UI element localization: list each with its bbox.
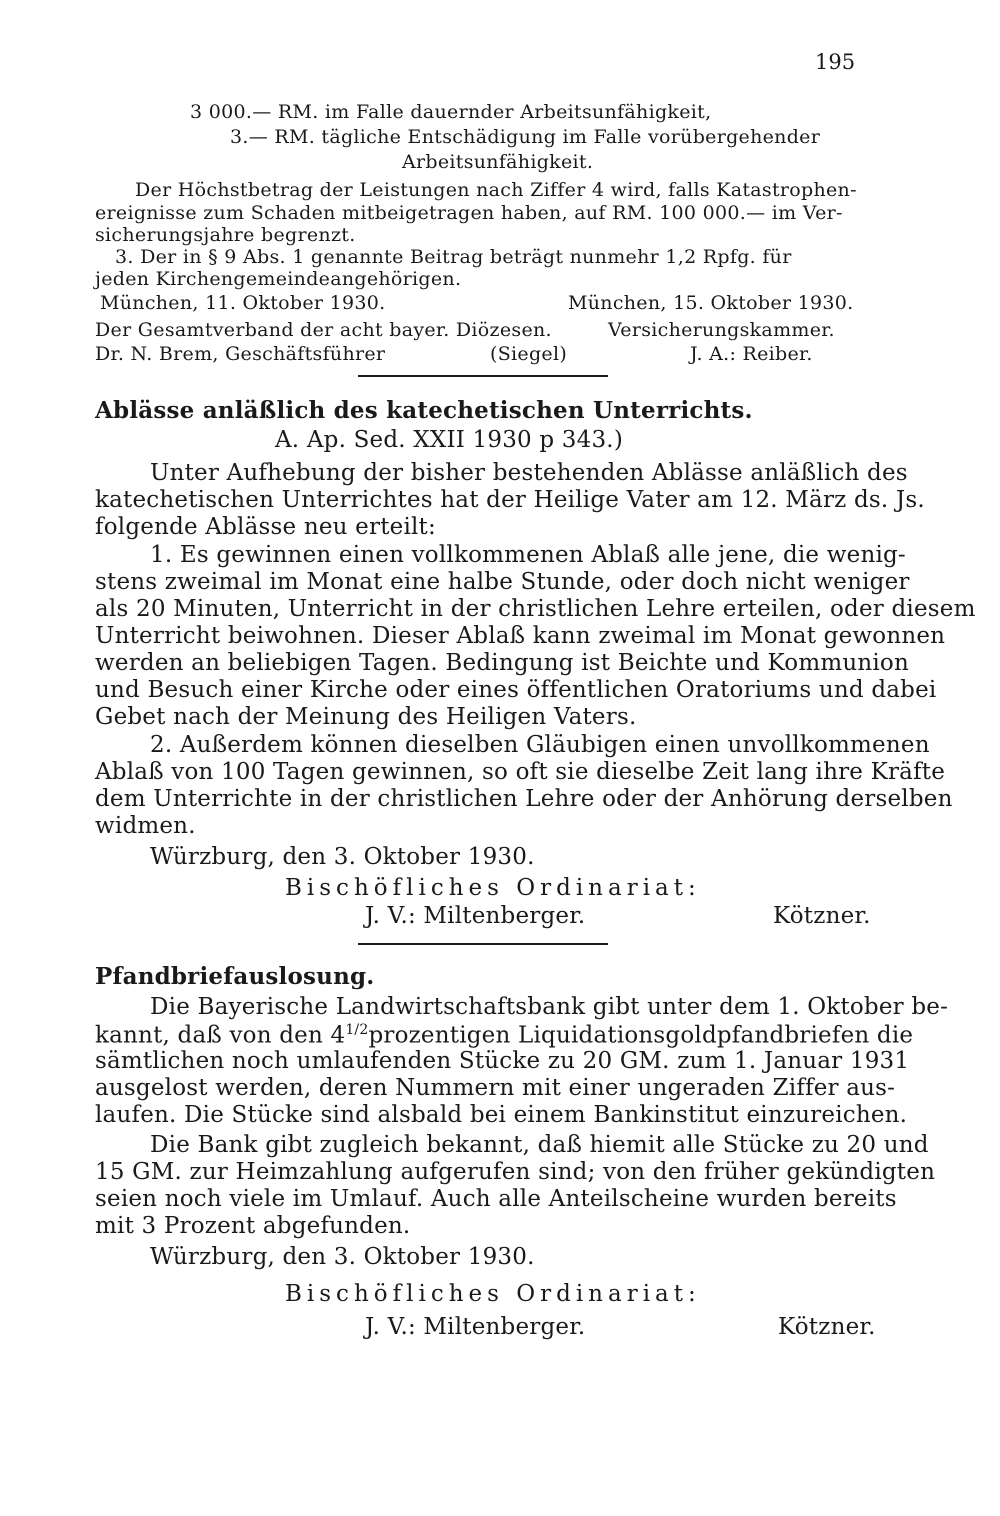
ablaesse-item2-line: 2. Außerdem können dieselben Gläubigen einen unvollkommenen	[150, 732, 930, 758]
insurance-para1-line: sicherungsjahre begrenzt.	[95, 224, 356, 246]
ablaesse-intro-line: Unter Aufhebung der bisher bestehenden Ablässe anläßlich des	[150, 460, 908, 486]
insurance-para2-line: 3. Der in § 9 Abs. 1 genannte Beitrag beträgt nunmehr 1,2 Rpfg. für	[115, 246, 792, 268]
ablaesse-date: Würzburg, den 3. Oktober 1930.	[150, 844, 535, 870]
ablaesse-item1-line: und Besuch einer Kirche oder eines öffentlichen Oratoriums und dabei	[95, 677, 937, 703]
pfandbrief-date: Würzburg, den 3. Oktober 1930.	[150, 1244, 535, 1270]
pfandbrief-para2-line: seien noch viele im Umlauf. Auch alle Anteilscheine wurden bereits	[95, 1186, 897, 1212]
insurance-org-right: Versicherungskammer.	[608, 319, 835, 341]
pfandbrief-para2-line: 15 GM. zur Heimzahlung aufgerufen sind; von den früher gekündigten	[95, 1159, 936, 1185]
ablaesse-item1-line: als 20 Minuten, Unterricht in der christlichen Lehre erteilen, oder diesem	[95, 596, 976, 622]
insurance-line-3: Arbeitsunfähigkeit.	[402, 151, 594, 173]
insurance-seal: (Siegel)	[490, 343, 568, 365]
pfandbrief-para1-line: laufen. Die Stücke sind alsbald bei einem Bankinstitut einzureichen.	[95, 1102, 908, 1128]
pfandbrief-office: Bischöfliches Ordinariat:	[285, 1281, 701, 1307]
section-divider	[358, 943, 608, 945]
ablaesse-signer: J. V.: Miltenberger.	[365, 903, 586, 929]
ablaesse-item1-line: Unterricht beiwohnen. Dieser Ablaß kann zweimal im Monat gewonnen	[95, 623, 946, 649]
insurance-para1-line: Der Höchstbetrag der Leistungen nach Ziffer 4 wird, falls Katastrophen-	[135, 179, 857, 201]
pfandbrief-text: prozentigen Liquidationsgoldpfandbriefen die	[368, 1022, 914, 1049]
ablaesse-item1-line: stens zweimal im Monat eine halbe Stunde, oder doch nicht weniger	[95, 569, 910, 595]
pfandbrief-heading: Pfandbriefauslosung.	[95, 963, 375, 990]
pfandbrief-para2-line: mit 3 Prozent abgefunden.	[95, 1213, 411, 1239]
pfandbrief-para1-line: sämtlichen noch umlaufenden Stücke zu 20 GM. zum 1. Januar 1931	[95, 1048, 910, 1074]
ablaesse-source: A. Ap. Sed. XXII 1930 p 343.)	[275, 427, 623, 453]
pfandbrief-signer: J. V.: Miltenberger.	[365, 1314, 586, 1340]
insurance-signer-right: J. A.: Reiber.	[690, 343, 813, 365]
ablaesse-signer-2: Kötzner.	[773, 903, 871, 929]
pfandbrief-text: kannt, daß von den 4	[95, 1022, 346, 1049]
fraction: 1/2	[345, 1022, 369, 1038]
ablaesse-item2-line: widmen.	[95, 813, 196, 839]
section-divider	[358, 375, 608, 377]
ablaesse-intro-line: folgende Ablässe neu erteilt:	[95, 514, 436, 540]
ablaesse-intro-line: katechetischen Unterrichtes hat der Heilige Vater am 12. März ds. Js.	[95, 487, 925, 513]
pfandbrief-para2-line: Die Bank gibt zugleich bekannt, daß hiemit alle Stücke zu 20 und	[150, 1132, 929, 1158]
insurance-signer-left: Dr. N. Brem, Geschäftsführer	[95, 343, 386, 365]
ablaesse-office: Bischöfliches Ordinariat:	[285, 875, 701, 901]
ablaesse-item1-line: werden an beliebigen Tagen. Bedingung ist Beichte und Kommunion	[95, 650, 909, 676]
insurance-org-left: Der Gesamtverband der acht bayer. Diözesen.	[95, 319, 552, 341]
insurance-line-2: 3.— RM. tägliche Entschädigung im Falle vorübergehender	[230, 126, 821, 148]
insurance-line-1: 3 000.— RM. im Falle dauernder Arbeitsunfähigkeit,	[190, 101, 712, 123]
ablaesse-item2-line: Ablaß von 100 Tagen gewinnen, so oft sie dieselbe Zeit lang ihre Kräfte	[95, 759, 946, 785]
pfandbrief-para1-line: ausgelost werden, deren Nummern mit einer ungeraden Ziffer aus-	[95, 1075, 896, 1101]
insurance-para1-line: ereignisse zum Schaden mitbeigetragen haben, auf RM. 100 000.— im Ver-	[95, 202, 843, 224]
pfandbrief-para1-line: Die Bayerische Landwirtschaftsbank gibt unter dem 1. Oktober be-	[150, 994, 949, 1020]
insurance-para2-line: jeden Kirchengemeindeangehörigen.	[95, 268, 462, 290]
pfandbrief-signer-2: Kötzner.	[778, 1314, 876, 1340]
ablaesse-item2-line: dem Unterrichte in der christlichen Lehre oder der Anhörung derselben	[95, 786, 953, 812]
insurance-place-right: München, 15. Oktober 1930.	[568, 292, 854, 314]
ablaesse-item1-line: Gebet nach der Meinung des Heiligen Vaters.	[95, 704, 637, 730]
ablaesse-heading: Ablässe anläßlich des katechetischen Unterrichts.	[95, 397, 753, 424]
insurance-place-left: München, 11. Oktober 1930.	[100, 292, 386, 314]
ablaesse-item1-line: 1. Es gewinnen einen vollkommenen Ablaß alle jene, die wenig-	[150, 542, 906, 568]
pfandbrief-para1-line	[95, 1023, 913, 1048]
page-number: 195	[815, 50, 856, 74]
